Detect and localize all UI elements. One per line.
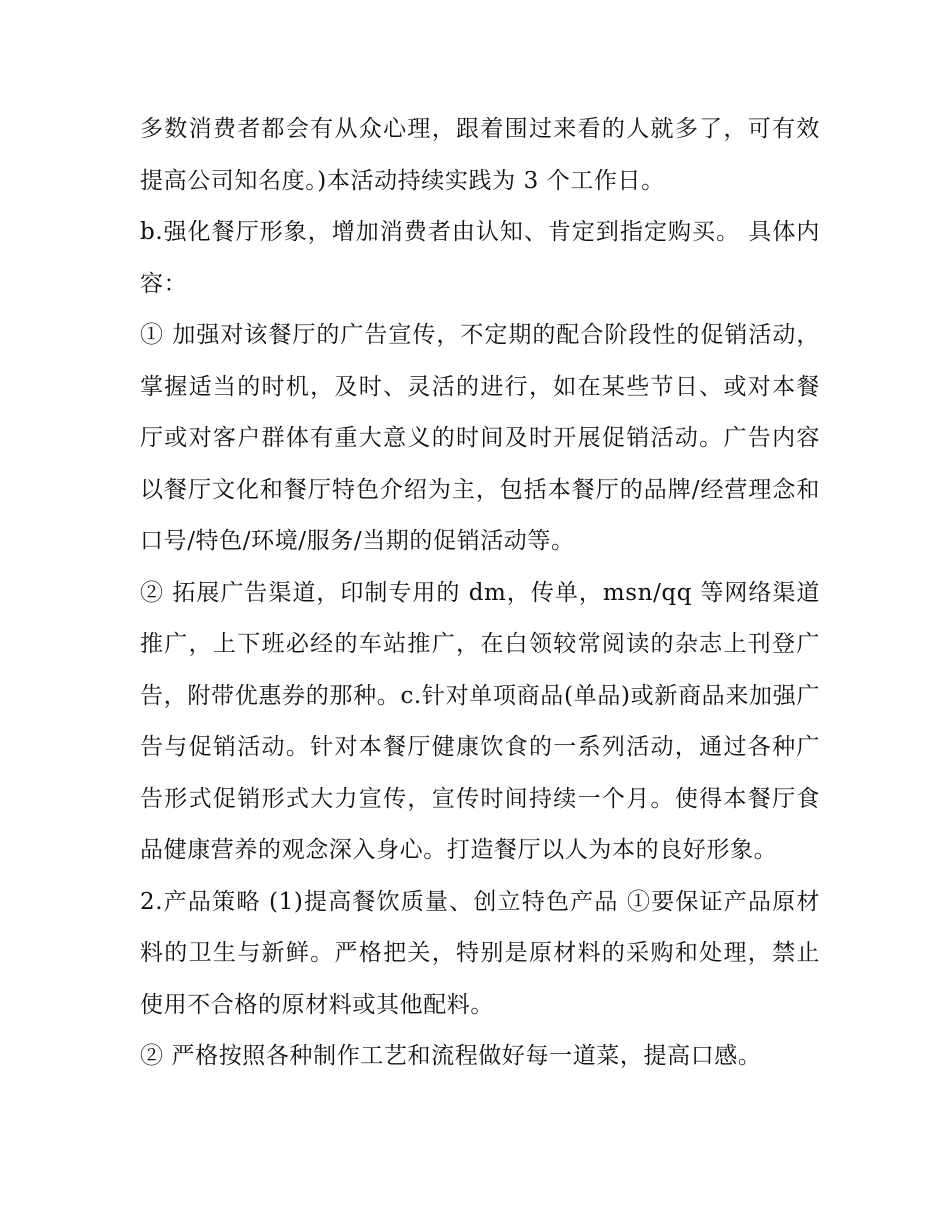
paragraph-advertising: ① 加强对该餐厅的广告宣传，不定期的配合阶段性的促销活动，掌握适当的时机，及时、灵活的进行，如在某些节日、或对本餐厅或对客户群体有重大意义的时间及时开展促销活动。广告内容以餐厅文化和餐厅特色介绍为主，包括本餐厅的品牌/经营理念和口号/特色/环境/服务/当期的促销活动等。: [140, 322, 820, 554]
paragraph-cooking-process: ② 严格按照各种制作工艺和流程做好每一道菜，提高口感。: [140, 1043, 762, 1069]
paragraph-crowd-psychology: 多数消费者都会有从众心理，跟着围过来看的人就多了，可有效提高公司知名度。)本活动持续实践为 3 个工作日。: [140, 116, 820, 194]
paragraph-product-strategy: 2.产品策略 (1)提高餐饮质量、创立特色产品 ①要保证产品原材料的卫生与新鲜。严格把关，特别是原材料的采购和处理，禁止使用不合格的原材料或其他配料。: [140, 888, 820, 1018]
document-body: [140, 104, 820, 1083]
paragraph-restaurant-image: b.强化餐厅形象，增加消费者由认知、肯定到指定购买。 具体内容：: [140, 219, 820, 297]
paragraph-ad-channels: ② 拓展广告渠道，印制专用的 dm，传单，msn/qq 等网络渠道推广，上下班必经的车站推广，在白领较常阅读的杂志上刊登广告，附带优惠券的那种。c.针对单项商品(单品)或新商品来加强广告与促销活动。针对本餐厅健康饮食的一系列活动，通过各种广告形式促销形式大力宣传，宣传时间持续一个月。使得本餐厅食品健康营养的观念深入身心。打造餐厅以人为本的良好形象。: [140, 579, 820, 863]
